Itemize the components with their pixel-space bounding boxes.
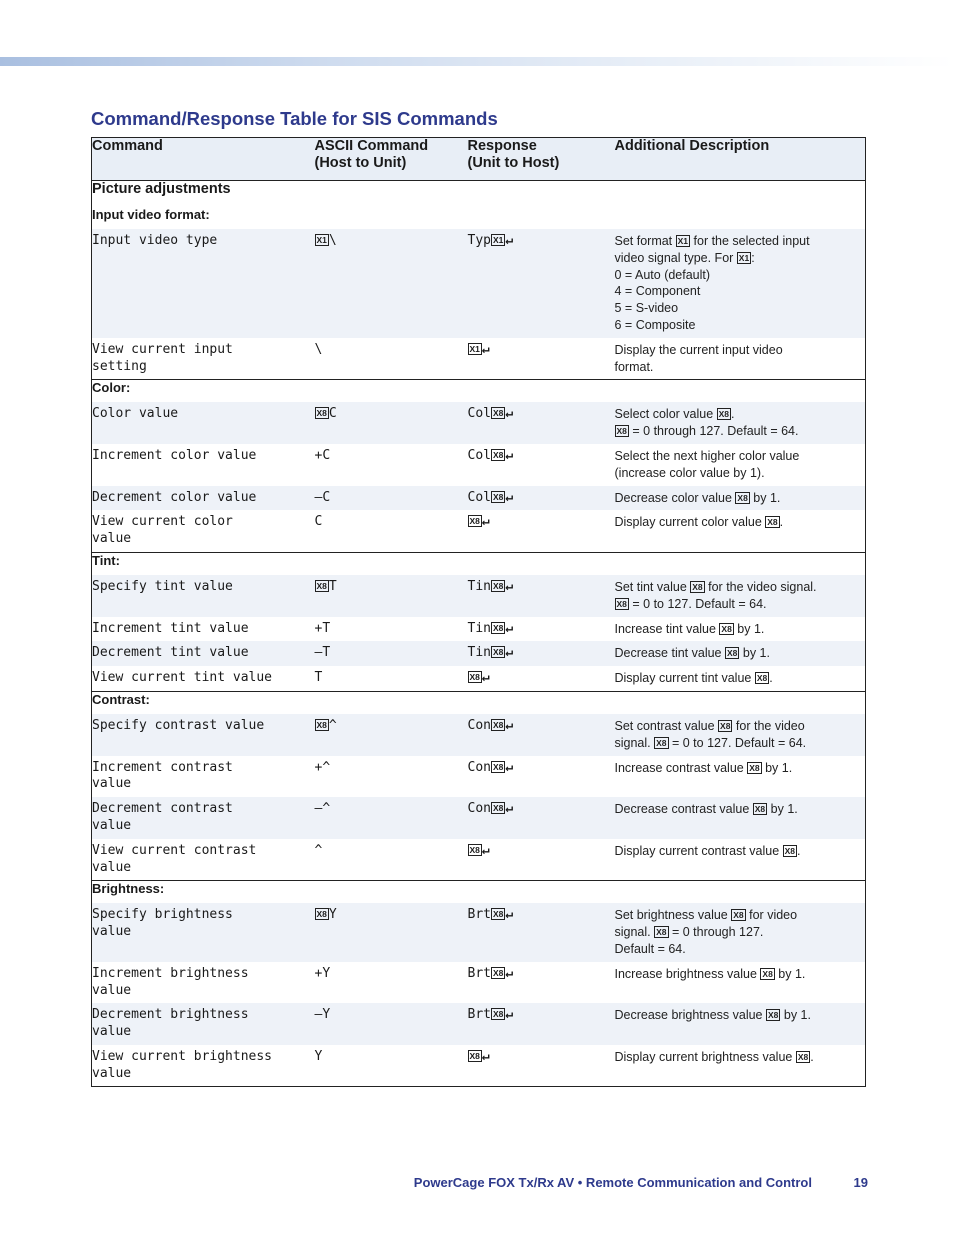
response-cell bbox=[468, 839, 615, 881]
header-gradient-bar bbox=[0, 57, 954, 66]
command-cell: View current contrast value bbox=[92, 842, 257, 875]
description-cell: Display current contrast value X8 . bbox=[614, 843, 801, 858]
variable-x8-box: X8 bbox=[469, 672, 480, 683]
command-cell: Increment brightness value bbox=[92, 965, 249, 998]
variable-x8-box: X8 bbox=[492, 491, 504, 502]
return-arrow-icon: ↵ bbox=[481, 1048, 490, 1064]
ascii-command-cell: X8 C bbox=[315, 402, 468, 444]
command-cell: View current color value bbox=[92, 514, 233, 547]
variable-x8-box: X8 bbox=[756, 673, 768, 684]
description-cell: Display current brightness value X8 . bbox=[614, 1049, 814, 1064]
ascii-command-cell: +C bbox=[314, 447, 331, 463]
group-label-row bbox=[92, 552, 866, 575]
return-arrow-icon: ↵ bbox=[481, 514, 490, 530]
variable-x8-box: X8 bbox=[797, 1051, 809, 1062]
variable-x1-box: X1 bbox=[738, 252, 750, 263]
table-row bbox=[92, 402, 866, 444]
description-cell: Display the current input video format. bbox=[614, 342, 783, 374]
variable-x8-box: X8 bbox=[492, 647, 504, 658]
variable-x8-box: X8 bbox=[692, 581, 703, 592]
variable-x8-box: X8 bbox=[767, 1010, 779, 1021]
return-arrow-icon: ↵ bbox=[505, 717, 514, 733]
response-cell: Brt X8 ↵ bbox=[467, 965, 514, 981]
variable-x8-box: X8 bbox=[767, 517, 778, 528]
variable-x1-box: X1 bbox=[316, 235, 327, 245]
return-arrow-icon: ↵ bbox=[505, 447, 514, 463]
command-cell: Specify contrast value bbox=[92, 714, 315, 756]
variable-x8-box: X8 bbox=[492, 622, 504, 633]
command-cell: Specify brightness value bbox=[92, 903, 315, 961]
header-ascii-command: ASCII Command (Host to Unit) bbox=[315, 138, 468, 181]
return-arrow-icon: ↵ bbox=[505, 907, 514, 923]
sis-command-table bbox=[91, 137, 866, 1087]
description-cell: Display current color value X8 . bbox=[614, 515, 784, 530]
return-arrow-icon: ↵ bbox=[505, 645, 514, 661]
return-arrow-icon: ↵ bbox=[481, 670, 490, 686]
command-cell: View current input setting bbox=[92, 341, 233, 374]
variable-x8-box: X8 bbox=[656, 927, 667, 938]
table-row bbox=[92, 903, 866, 961]
variable-x8-box: X8 bbox=[492, 408, 504, 419]
return-arrow-icon: ↵ bbox=[505, 489, 514, 505]
ascii-command-cell: Y bbox=[314, 1048, 323, 1064]
header-command: Command bbox=[92, 138, 315, 181]
command-cell: View current tint value bbox=[92, 670, 273, 686]
header-response: Response (Unit to Host) bbox=[468, 138, 615, 181]
command-cell: Decrement brightness value bbox=[92, 1003, 315, 1045]
variable-x8-box: X8 bbox=[316, 719, 327, 730]
variable-x8-box: X8 bbox=[492, 803, 504, 814]
section-heading-row bbox=[92, 181, 866, 208]
command-cell: Decrement contrast value bbox=[92, 797, 315, 839]
ascii-command-cell: ^ bbox=[314, 842, 323, 858]
ascii-command-cell: T bbox=[314, 670, 323, 686]
variable-x8-box: X8 bbox=[316, 408, 327, 419]
command-cell: Specify tint value bbox=[92, 575, 315, 617]
return-arrow-icon: ↵ bbox=[505, 1007, 514, 1023]
variable-x8-box: X8 bbox=[616, 426, 627, 437]
return-arrow-icon: ↵ bbox=[481, 842, 490, 858]
response-cell: Con X8 ↵ bbox=[467, 759, 514, 775]
group-label: Contrast: bbox=[92, 691, 866, 714]
group-label: Input video format: bbox=[92, 207, 210, 222]
ascii-command-cell: –Y bbox=[315, 1003, 468, 1045]
response-cell: Typ X1 ↵ bbox=[468, 229, 615, 338]
variable-x1-box: X1 bbox=[469, 343, 480, 354]
return-arrow-icon: ↵ bbox=[505, 620, 514, 636]
table-row bbox=[92, 756, 866, 798]
ascii-command-cell: –T bbox=[315, 641, 468, 666]
group-label-row bbox=[92, 207, 866, 229]
ascii-command-cell: –C bbox=[315, 486, 468, 511]
description-cell: Decrease brightness value X8 by 1. bbox=[615, 1003, 866, 1045]
group-label-row bbox=[92, 881, 866, 904]
return-arrow-icon: ↵ bbox=[481, 341, 490, 357]
variable-x8-box: X8 bbox=[721, 623, 732, 634]
return-arrow-icon: ↵ bbox=[505, 965, 514, 981]
response-cell: Con X8 ↵ bbox=[468, 797, 615, 839]
description-cell: Set brightness value X8 for video signal. X8 = 0 through 127. Default = 64. bbox=[615, 903, 866, 961]
section-heading: Picture adjustments bbox=[92, 181, 231, 197]
table-row bbox=[92, 641, 866, 666]
table-row bbox=[92, 575, 866, 617]
description-cell: Increase contrast value X8 by 1. bbox=[614, 760, 793, 775]
description-cell: Select color value X8 . X8 = 0 through 127. Default = 64. bbox=[615, 402, 866, 444]
page-title: Command/Response Table for SIS Commands bbox=[91, 108, 498, 129]
table-row bbox=[92, 486, 866, 511]
variable-x8-box: X8 bbox=[754, 804, 766, 815]
group-label: Color: bbox=[92, 380, 866, 403]
variable-x8-box: X8 bbox=[492, 1009, 504, 1020]
variable-x8-box: X8 bbox=[492, 449, 504, 460]
response-cell bbox=[468, 510, 615, 552]
response-cell: Brt X8 ↵ bbox=[468, 1003, 615, 1045]
variable-x1-box: X1 bbox=[677, 236, 689, 246]
response-cell bbox=[468, 338, 615, 380]
ascii-command-cell: +^ bbox=[314, 759, 331, 775]
description-cell: Set tint value X8 for the video signal. X8 = 0 to 127. Default = 64. bbox=[615, 575, 866, 617]
variable-x8-box: X8 bbox=[656, 737, 667, 748]
ascii-command-cell: C bbox=[314, 514, 323, 530]
table-row bbox=[92, 617, 866, 642]
group-label-row bbox=[92, 691, 866, 714]
variable-x8-box: X8 bbox=[733, 910, 744, 921]
return-arrow-icon: ↵ bbox=[505, 759, 514, 775]
variable-x8-box: X8 bbox=[492, 909, 504, 920]
description-cell: Set format X1 for the selected input video signal type. For X1 : 0 = Auto (default) 4 = Component 5 = S-video 6 = Composite bbox=[615, 229, 866, 338]
table-row bbox=[92, 962, 866, 1004]
table-row bbox=[92, 338, 866, 380]
table-row bbox=[92, 1045, 866, 1087]
description-cell: Display current tint value X8 . bbox=[614, 671, 773, 686]
description-cell: Decrease color value X8 by 1. bbox=[615, 486, 866, 511]
variable-x8-box: X8 bbox=[469, 1050, 480, 1061]
response-cell: Col X8 ↵ bbox=[468, 402, 615, 444]
table-row bbox=[92, 1003, 866, 1045]
response-cell bbox=[468, 1045, 615, 1087]
page-number: 19 bbox=[853, 1175, 868, 1190]
description-cell: Increase brightness value X8 by 1. bbox=[614, 966, 806, 981]
table-row bbox=[92, 666, 866, 691]
table-header-row bbox=[92, 138, 866, 181]
response-cell: Tin X8 ↵ bbox=[468, 641, 615, 666]
ascii-command-cell: X8 Y bbox=[315, 903, 468, 961]
response-cell: Col X8 ↵ bbox=[468, 486, 615, 511]
table-row bbox=[92, 444, 866, 486]
ascii-command-cell: X8 ^ bbox=[315, 714, 468, 756]
variable-x8-box: X8 bbox=[492, 580, 504, 591]
ascii-command-cell: +Y bbox=[314, 965, 331, 981]
variable-x8-box: X8 bbox=[784, 845, 796, 856]
command-cell: Increment tint value bbox=[92, 620, 249, 636]
variable-x8-box: X8 bbox=[762, 968, 773, 979]
response-cell: Con X8 ↵ bbox=[468, 714, 615, 756]
variable-x8-box: X8 bbox=[492, 719, 504, 730]
response-cell: Tin X8 ↵ bbox=[468, 575, 615, 617]
variable-x8-box: X8 bbox=[316, 580, 327, 591]
response-cell: Brt X8 ↵ bbox=[468, 903, 615, 961]
description-cell: Select the next higher color value (increase color value by 1). bbox=[614, 448, 800, 480]
group-label-row bbox=[92, 380, 866, 403]
ascii-command-cell: X1 \ bbox=[315, 229, 468, 338]
variable-x8-box: X8 bbox=[492, 761, 504, 772]
command-cell: Color value bbox=[92, 402, 315, 444]
return-arrow-icon: ↵ bbox=[505, 801, 514, 817]
variable-x8-box: X8 bbox=[316, 909, 327, 920]
description-cell: Increase tint value X8 by 1. bbox=[614, 621, 765, 636]
variable-x8-box: X8 bbox=[469, 516, 480, 527]
variable-x8-box: X8 bbox=[726, 648, 738, 659]
table-row bbox=[92, 510, 866, 552]
description-cell: Set contrast value X8 for the video signal. X8 = 0 to 127. Default = 64. bbox=[615, 714, 866, 756]
table-row bbox=[92, 797, 866, 839]
command-cell: Increment contrast value bbox=[92, 759, 233, 792]
header-additional-description: Additional Description bbox=[615, 138, 866, 181]
footer-title: PowerCage FOX Tx/Rx AV • Remote Communication and Control bbox=[413, 1175, 812, 1190]
command-cell: Input video type bbox=[92, 229, 315, 338]
ascii-command-cell: –^ bbox=[315, 797, 468, 839]
variable-x8-box: X8 bbox=[720, 720, 731, 731]
response-cell bbox=[468, 666, 615, 691]
description-cell: Decrease contrast value X8 by 1. bbox=[615, 797, 866, 839]
group-label: Brightness: bbox=[92, 881, 866, 904]
command-cell: Decrement tint value bbox=[92, 641, 315, 666]
return-arrow-icon: ↵ bbox=[505, 406, 514, 422]
description-cell: Decrease tint value X8 by 1. bbox=[615, 641, 866, 666]
table-row bbox=[92, 714, 866, 756]
variable-x8-box: X8 bbox=[718, 409, 730, 420]
variable-x8-box: X8 bbox=[737, 492, 748, 503]
return-arrow-icon: ↵ bbox=[505, 578, 514, 594]
variable-x8-box: X8 bbox=[469, 844, 480, 855]
variable-x8-box: X8 bbox=[616, 598, 627, 609]
table-row bbox=[92, 229, 866, 338]
variable-x1-box: X1 bbox=[492, 235, 504, 245]
response-cell: Tin X8 ↵ bbox=[467, 620, 514, 636]
ascii-command-cell: X8 T bbox=[315, 575, 468, 617]
group-label: Tint: bbox=[92, 552, 866, 575]
command-cell: Increment color value bbox=[92, 447, 257, 463]
command-cell: View current brightness value bbox=[92, 1048, 273, 1081]
ascii-command-cell: \ bbox=[314, 341, 323, 357]
variable-x8-box: X8 bbox=[492, 967, 504, 978]
ascii-command-cell: +T bbox=[314, 620, 331, 636]
table-row bbox=[92, 839, 866, 881]
command-cell: Decrement color value bbox=[92, 486, 315, 511]
variable-x8-box: X8 bbox=[749, 762, 760, 773]
response-cell: Col X8 ↵ bbox=[467, 447, 514, 463]
return-arrow-icon: ↵ bbox=[505, 233, 514, 248]
